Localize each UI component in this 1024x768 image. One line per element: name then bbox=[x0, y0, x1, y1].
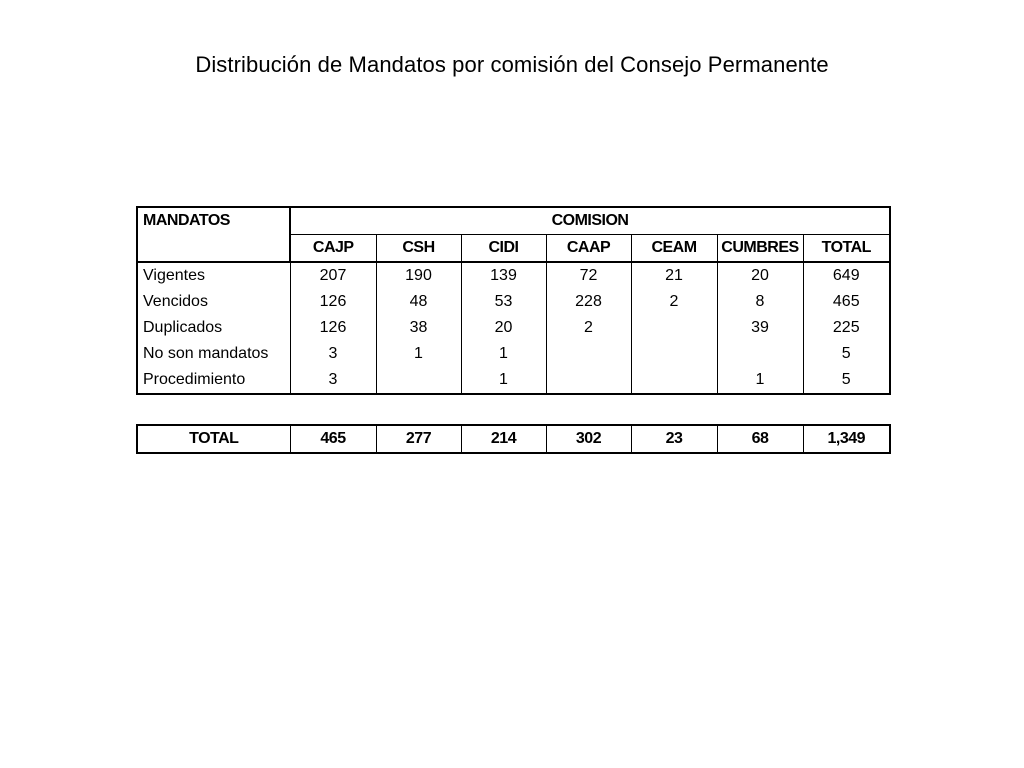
table-cell: 20 bbox=[461, 315, 546, 341]
table-cell: 2 bbox=[546, 315, 631, 341]
page-title: Distribución de Mandatos por comisión del Consejo Permanente bbox=[195, 52, 829, 77]
table-cell: 126 bbox=[290, 315, 376, 341]
table-cell: 225 bbox=[803, 315, 890, 341]
table-row bbox=[137, 315, 890, 341]
table-cell: 20 bbox=[717, 262, 803, 289]
total-cell-csh: 277 bbox=[376, 425, 461, 453]
total-cell-ceam: 23 bbox=[631, 425, 717, 453]
table-row bbox=[137, 367, 890, 394]
table-cell: 21 bbox=[631, 262, 717, 289]
table-cell bbox=[631, 315, 717, 341]
table-row bbox=[137, 289, 890, 315]
table-cell: 39 bbox=[717, 315, 803, 341]
table-row bbox=[137, 262, 890, 289]
column-header-cidi: CIDI bbox=[461, 235, 546, 263]
table-cell: 5 bbox=[803, 341, 890, 367]
total-cell-caap: 302 bbox=[546, 425, 631, 453]
row-label: Duplicados bbox=[137, 315, 290, 341]
table-cell: 53 bbox=[461, 289, 546, 315]
table-cell: 2 bbox=[631, 289, 717, 315]
total-cell-grand-total: 1,349 bbox=[803, 425, 890, 453]
table-cell: 228 bbox=[546, 289, 631, 315]
table-cell bbox=[376, 367, 461, 394]
mandatos-header: MANDATOS bbox=[137, 207, 290, 262]
table-cell: 465 bbox=[803, 289, 890, 315]
comision-header: COMISION bbox=[290, 207, 890, 235]
total-cell-cidi: 214 bbox=[461, 425, 546, 453]
table-cell: 5 bbox=[803, 367, 890, 394]
table-cell: 207 bbox=[290, 262, 376, 289]
table-cell: 649 bbox=[803, 262, 890, 289]
total-cell-cumbres: 68 bbox=[717, 425, 803, 453]
table-cell: 1 bbox=[717, 367, 803, 394]
table-cell: 3 bbox=[290, 367, 376, 394]
table-cell: 38 bbox=[376, 315, 461, 341]
table-cell bbox=[717, 341, 803, 367]
table-cell bbox=[631, 341, 717, 367]
column-header-cumbres: CUMBRES bbox=[717, 235, 803, 263]
table-cell bbox=[546, 341, 631, 367]
table-cell: 3 bbox=[290, 341, 376, 367]
total-cell-cajp: 465 bbox=[290, 425, 376, 453]
column-header-caap: CAAP bbox=[546, 235, 631, 263]
table-cell: 48 bbox=[376, 289, 461, 315]
table-cell: 72 bbox=[546, 262, 631, 289]
table-cell: 1 bbox=[376, 341, 461, 367]
table-cell: 139 bbox=[461, 262, 546, 289]
totals-label: TOTAL bbox=[137, 425, 290, 453]
table-row bbox=[137, 341, 890, 367]
table-cell: 1 bbox=[461, 341, 546, 367]
column-header-csh: CSH bbox=[376, 235, 461, 263]
row-label: Vigentes bbox=[137, 262, 290, 289]
table-cell: 190 bbox=[376, 262, 461, 289]
row-label: Procedimiento bbox=[137, 367, 290, 394]
table-cell: 126 bbox=[290, 289, 376, 315]
row-label: No son mandatos bbox=[137, 341, 290, 367]
column-header-total: TOTAL bbox=[803, 235, 890, 263]
mandates-table bbox=[136, 206, 891, 395]
column-header-ceam: CEAM bbox=[631, 235, 717, 263]
column-header-cajp: CAJP bbox=[290, 235, 376, 263]
table-cell bbox=[631, 367, 717, 394]
totals-table bbox=[136, 424, 891, 454]
table-cell: 8 bbox=[717, 289, 803, 315]
row-label: Vencidos bbox=[137, 289, 290, 315]
table-cell: 1 bbox=[461, 367, 546, 394]
table-cell bbox=[546, 367, 631, 394]
totals-row bbox=[137, 425, 890, 453]
